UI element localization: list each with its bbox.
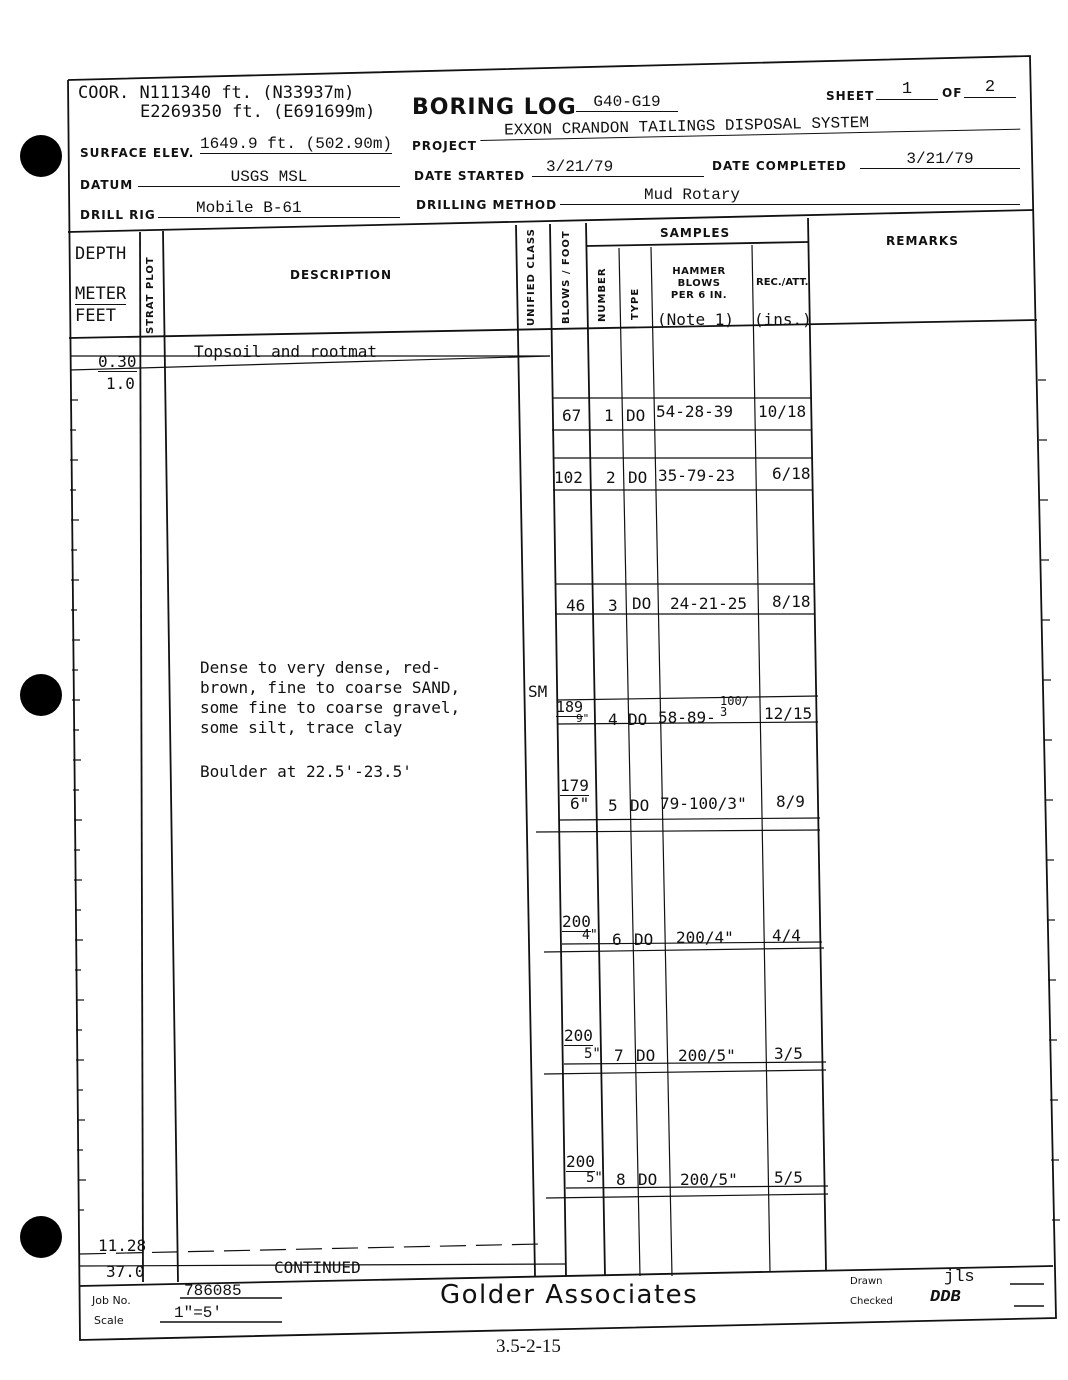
scale-value: 1"=5' [174, 1304, 223, 1322]
depth-meter-bottom: 11.28 [98, 1236, 147, 1255]
scale-label: Scale [94, 1314, 124, 1327]
surface-elev-label: SURFACE ELEV. [80, 146, 195, 160]
hammer-blows-value: 79-100/3" [660, 794, 747, 813]
blows-value: 179 [560, 776, 589, 795]
sample-number: 5 [608, 796, 618, 815]
sample-type: DO [630, 796, 650, 815]
sample-type: DO [628, 468, 648, 487]
sample-row [554, 464, 816, 490]
sample-row [564, 1152, 828, 1190]
blows-sub-value: 5" [584, 1046, 601, 1062]
surface-elev-value: 1649.9 ft. (502.90m) [200, 135, 393, 153]
blows-sub-value: 4" [582, 928, 598, 943]
unified-class-value: SM [528, 682, 548, 701]
coordinates [78, 84, 375, 122]
datum-label: DATUM [80, 178, 134, 192]
hammer-blows-value: 200/5" [678, 1046, 736, 1065]
hammer-blows-header: HAMMER BLOWS PER 6 IN. [670, 266, 728, 301]
sample-row [562, 1026, 826, 1064]
recovery-value: 10/18 [758, 402, 807, 421]
sample-row [558, 592, 820, 618]
coor-north: N111340 ft. (N33937m) [139, 83, 355, 103]
blows-sub-value: 5" [586, 1170, 603, 1186]
recovery-value: 4/4 [772, 926, 801, 945]
coor-east: E2269350 ft. (E691699m) [140, 102, 376, 122]
boring-id: G40-G19 [576, 93, 678, 112]
datum-value: USGS MSL [138, 168, 400, 187]
hammer-blows-value: 200/5" [680, 1170, 738, 1189]
blows-value: 67 [562, 406, 582, 425]
hammer-blows-value: 58-89- [658, 708, 716, 727]
blows-value: 102 [554, 468, 583, 487]
sample-number: 7 [614, 1046, 624, 1065]
sample-row [558, 776, 822, 816]
date-started-label: DATE STARTED [414, 169, 526, 183]
sample-type: DO [632, 594, 652, 613]
ins-header: (ins.) [754, 310, 812, 329]
number-header: NUMBER [597, 267, 608, 322]
sample-type: DO [636, 1046, 656, 1065]
recovery-value: 3/5 [774, 1044, 803, 1063]
type-header: TYPE [630, 287, 641, 320]
sample-row [556, 694, 820, 734]
job-label: Job No. [92, 1294, 131, 1307]
sample-type: DO [638, 1170, 658, 1189]
sample-type: DO [626, 406, 646, 425]
recovery-value: 6/18 [772, 464, 811, 483]
sample-number: 6 [612, 930, 622, 949]
meter-header: METER [75, 284, 127, 304]
checked-value: DDB [930, 1288, 961, 1307]
soil-description-line2: brown, fine to coarse SAND, [200, 678, 461, 697]
date-started-value: 3/21/79 [532, 158, 704, 177]
drawn-value: jls [944, 1268, 975, 1287]
drilling-method-value: Mud Rotary [560, 186, 1020, 205]
blows-sub-value: 6" [570, 794, 590, 813]
hammer-blows-value: 24-21-25 [670, 594, 748, 613]
checked-label: Checked [850, 1296, 893, 1307]
drill-rig-value: Mobile B-61 [158, 199, 400, 218]
job-number: 786085 [184, 1282, 242, 1300]
soil-description-line1: Dense to very dense, red- [200, 658, 441, 677]
depth-feet-bottom: 37.0 [106, 1262, 145, 1281]
recovery-value: 5/5 [774, 1168, 803, 1187]
drilling-method-label: DRILLING METHOD [416, 198, 558, 212]
blows-value: 200 [564, 1026, 593, 1045]
sample-number: 1 [604, 406, 614, 425]
sample-number: 3 [608, 596, 618, 615]
drawn-label: Drawn [850, 1276, 883, 1287]
hammer-blows-value: 54-28-39 [656, 402, 734, 421]
note-header: (Note 1) [657, 310, 735, 329]
soil-description-line3: some fine to coarse gravel, [200, 698, 461, 717]
hammer-blows-fraction: 100/3 [720, 694, 749, 719]
strat-plot-header: STRAT PLOT [145, 256, 156, 334]
blows-value: 189 [556, 698, 584, 716]
blows-value: 46 [566, 596, 586, 615]
date-completed-value: 3/21/79 [860, 150, 1020, 169]
blows-foot-header: BLOWS / FOOT [561, 230, 572, 324]
sample-row [556, 402, 816, 428]
project-label: PROJECT [412, 139, 477, 153]
sheet-label: SHEET [826, 89, 875, 103]
sample-type: DO [634, 930, 654, 949]
of-label: OF [942, 86, 963, 100]
description-header: DESCRIPTION [290, 268, 393, 282]
company-name: Golder Associates [440, 1280, 699, 1310]
sample-number: 2 [606, 468, 616, 487]
coor-label: COOR. [78, 83, 130, 103]
continued-label: CONTINUED [274, 1258, 361, 1277]
soil-description-line4: some silt, trace clay [200, 718, 403, 737]
sheet-number: 1 [876, 80, 938, 100]
sheet-total: 2 [964, 78, 1016, 98]
boulder-note: Boulder at 22.5'-23.5' [200, 762, 412, 781]
project-value: EXXON CRANDON TAILINGS DISPOSAL SYSTEM [480, 111, 1020, 141]
rec-att-header: REC./ATT. [756, 277, 809, 288]
remarks-header: REMARKS [886, 234, 959, 248]
blows-sub-value: 9" [576, 712, 590, 725]
drill-rig-label: DRILL RIG [80, 208, 156, 222]
recovery-value: 8/18 [772, 592, 811, 611]
topsoil-description: Topsoil and rootmat [194, 342, 378, 361]
sample-type: DO [628, 710, 648, 729]
depth-header: DEPTH [75, 244, 127, 264]
hammer-blows-value: 35-79-23 [658, 466, 736, 485]
blows-value: 200 [566, 1152, 595, 1171]
sample-number: 4 [608, 710, 618, 729]
depth-feet-topsoil: 1.0 [106, 374, 135, 393]
depth-meter-topsoil: 0.30 [98, 352, 137, 371]
page-number: 3.5-2-15 [496, 1336, 561, 1357]
recovery-value: 12/15 [764, 704, 813, 723]
blows-value: 200 [562, 912, 591, 931]
date-completed-label: DATE COMPLETED [712, 159, 847, 173]
soil-description [200, 658, 460, 738]
unified-class-header: UNIFIED CLASS [526, 228, 537, 326]
sample-row [560, 912, 824, 948]
recovery-value: 8/9 [776, 792, 805, 811]
samples-header: SAMPLES [660, 226, 731, 240]
sample-number: 8 [616, 1170, 626, 1189]
form-title: BORING LOG [412, 95, 577, 120]
hammer-blows-value: 200/4" [676, 928, 734, 947]
feet-header: FEET [75, 306, 116, 326]
